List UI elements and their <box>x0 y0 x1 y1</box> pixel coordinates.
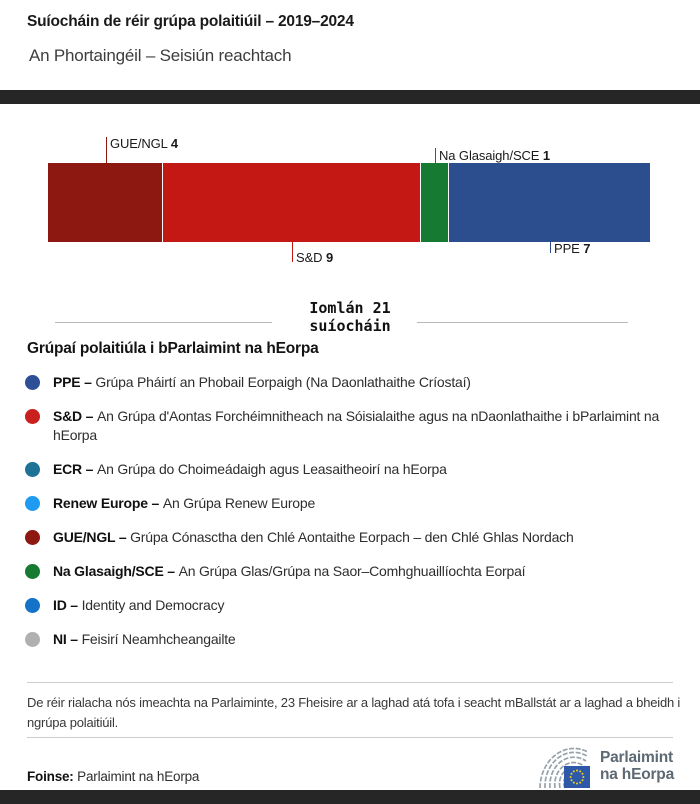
total-seats-line1: Iomlán 21 <box>309 299 391 317</box>
bottom-divider-band <box>0 790 700 804</box>
bar-segment-gue-ngl <box>48 163 163 242</box>
source-line <box>27 769 199 784</box>
legend-item-text: S&D – An Grúpa d'Aontas Forchéimnitheach na Sóisialaithe agus na nDaonlathaithe i bParlaimint na hEorpa <box>53 408 660 443</box>
page-title: Suíocháin de réir grúpa polaitiúil – 2019–2024 <box>27 13 354 30</box>
total-seats-line2: suíocháin <box>309 316 391 335</box>
legend-item-text: NI – Feisirí Neamhcheangailte <box>53 631 236 647</box>
legend-dot-icon <box>25 375 40 390</box>
legend-item <box>25 630 680 649</box>
legend-dot-icon <box>25 598 40 613</box>
footnote: De réir rialacha nós imeachta na Parlaiminte, 23 Fheisire ar a laghad atá tofa i seacht mBallstát ar a laghad a bheidh i ngrúpa polaitiúil. <box>27 695 681 730</box>
legend-item <box>25 528 680 547</box>
total-seats-label <box>250 300 450 335</box>
legend-item-text: ID – Identity and Democracy <box>53 597 225 613</box>
legend-item <box>25 494 680 513</box>
callout-tick <box>292 242 293 262</box>
legend-item <box>25 407 680 445</box>
legend-dot-icon <box>25 564 40 579</box>
bar-label-na-glasaigh-sce: Na Glasaigh/SCE 1 <box>439 148 551 163</box>
legend-item-text: ECR – An Grúpa do Choimeádaigh agus Leasaitheoirí na hEorpa <box>53 461 447 477</box>
legend-item-text: Na Glasaigh/SCE – An Grúpa Glas/Grúpa na Saor–Comhghuaillíochta Eorpaí <box>53 563 526 579</box>
legend-item <box>25 460 680 479</box>
hemicycle-flag-icon <box>530 742 594 797</box>
page-subtitle: An Phortaingéil – Seisiún reachtach <box>29 46 292 65</box>
european-parliament-logo <box>530 742 674 797</box>
logo-line1: Parlaimint <box>600 749 673 766</box>
footnote-divider-top <box>27 682 673 683</box>
bar-label-gue-ngl: GUE/NGL 4 <box>110 136 178 151</box>
legend-item <box>25 596 680 615</box>
callout-tick <box>106 137 107 163</box>
bar-segment-ppe <box>449 163 650 242</box>
legend-item-text: Renew Europe – An Grúpa Renew Europe <box>53 495 316 511</box>
logo-line2: na hEorpa <box>600 766 674 783</box>
source-label: Foinse: <box>27 769 74 784</box>
footnote-divider-bottom <box>27 737 673 738</box>
legend-dot-icon <box>25 462 40 477</box>
legend-heading: Grúpaí polaitiúla i bParlaimint na hEorpa <box>27 340 319 357</box>
bar-label-ppe: PPE 7 <box>554 241 591 256</box>
callout-tick <box>435 148 436 163</box>
logo-wordmark <box>600 742 674 783</box>
total-divider-right <box>417 322 628 323</box>
legend-list <box>25 373 680 664</box>
legend-dot-icon <box>25 409 40 424</box>
legend-item <box>25 562 680 581</box>
bar-segment-na-glasaigh-sce <box>421 163 449 242</box>
seat-bar-chart <box>0 0 700 290</box>
total-divider-left <box>55 322 272 323</box>
bar-segment-s-d <box>163 163 421 242</box>
total-seats <box>0 300 700 340</box>
legend-item-text: GUE/NGL – Grúpa Cónasctha den Chlé Aontaithe Eorpach – den Chlé Ghlas Nordach <box>53 529 574 545</box>
legend-dot-icon <box>25 530 40 545</box>
bar-label-s-d: S&D 9 <box>296 250 334 265</box>
legend-dot-icon <box>25 496 40 511</box>
legend-item-text: PPE – Grúpa Pháirtí an Phobail Eorpaigh (Na Daonlathaithe Críostaí) <box>53 374 471 390</box>
legend-item <box>25 373 680 392</box>
source-value: Parlaimint na hEorpa <box>77 769 200 784</box>
callout-tick <box>550 242 551 253</box>
legend-dot-icon <box>25 632 40 647</box>
